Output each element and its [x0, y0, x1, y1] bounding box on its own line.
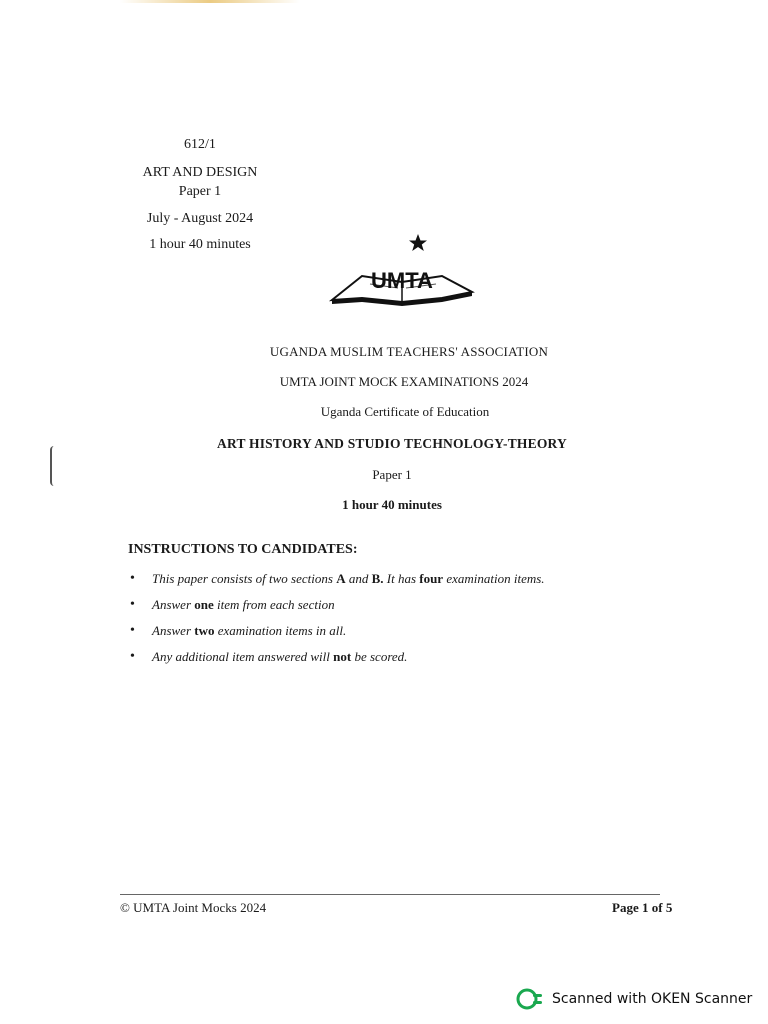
exam-name: UMTA JOINT MOCK EXAMINATIONS 2024	[279, 374, 529, 389]
bullet-icon: •	[130, 571, 135, 586]
bullet-icon: •	[130, 597, 135, 612]
logo-text: UMTA	[371, 268, 433, 293]
instruction-item: • Answer one item from each section	[130, 597, 335, 612]
oken-scanner-icon	[516, 988, 544, 1010]
subject-name: ART AND DESIGN	[142, 165, 258, 180]
exam-duration: 1 hour 40 minutes	[149, 237, 251, 252]
paper-code: 612/1	[184, 137, 216, 152]
bullet-icon: •	[130, 649, 135, 664]
instruction-item: • Any additional item answered will not be scored.	[130, 649, 408, 664]
paper-label: Paper 1	[372, 467, 412, 482]
scanner-watermark	[516, 988, 752, 1010]
instruction-item: • This paper consists of two sections A and B. It has four examination items.	[130, 571, 545, 586]
certificate-name: Uganda Certificate of Education	[320, 404, 490, 419]
subject-title: ART HISTORY AND STUDIO TECHNOLOGY-THEORY	[217, 436, 567, 451]
scan-stain	[120, 0, 300, 3]
association-name: UGANDA MUSLIM TEACHERS' ASSOCIATION	[269, 344, 549, 359]
instructions-heading: INSTRUCTIONS TO CANDIDATES:	[128, 542, 358, 557]
instruction-item: • Answer two examination items in all.	[130, 623, 347, 638]
scanner-text: Scanned with OKEN Scanner	[552, 991, 753, 1007]
exam-date: July - August 2024	[146, 211, 254, 226]
footer-divider	[120, 894, 660, 895]
umta-logo-graphic	[322, 222, 482, 308]
page-number: Page 1 of 5	[612, 900, 673, 915]
paper-number: Paper 1	[178, 184, 222, 199]
umta-logo	[322, 222, 482, 308]
margin-mark	[50, 446, 59, 486]
star-icon	[409, 234, 427, 251]
footer-copyright: © UMTA Joint Mocks 2024	[120, 900, 267, 915]
instructions-list	[130, 566, 545, 670]
duration-label: 1 hour 40 minutes	[342, 497, 442, 512]
paper-header	[120, 138, 280, 260]
bullet-icon: •	[130, 623, 135, 638]
